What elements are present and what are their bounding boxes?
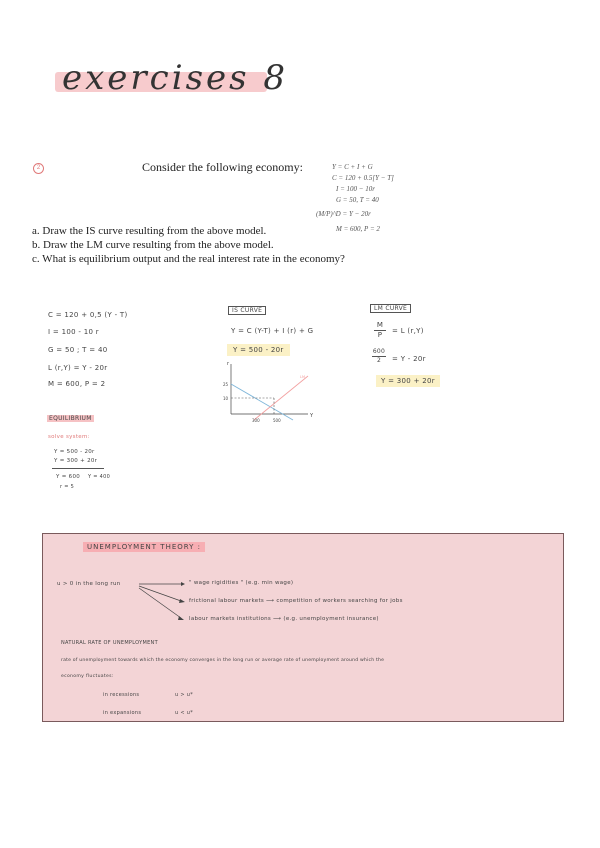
setup-line-4: L (r,Y) = Y - 20r [48,364,108,372]
equilibrium-result-1: Y = 600 [56,474,81,480]
equilibrium-divider [52,468,104,469]
model-eq-2: C = 120 + 0.5[Y − T] [332,174,394,182]
tick-x-500: 500 [273,418,281,423]
lm-curve-result: Y = 300 + 20r [376,375,440,387]
arrowhead-1 [181,582,185,586]
axis-y-label: r [227,361,230,367]
problem-number: 2 [33,163,44,174]
lm-tag: LM [300,375,305,379]
case-expansions-value: u < u* [175,710,194,716]
setup-line-5: M = 600, P = 2 [48,380,106,388]
equilibrium-result-3: r = 5 [60,484,75,490]
model-eq-5: (M/P)^D = Y − 20r [316,210,371,218]
model-eq-6: M = 600, P = 2 [336,225,380,233]
model-eq-1: Y = C + I + G [332,163,373,171]
theory-cause-2: frictional labour markets ⟶ competition of workers searching for jobs [189,598,403,604]
setup-line-2: I = 100 - 10 r [48,328,99,336]
question-a: a. Draw the IS curve resulting from the above model. [32,225,267,237]
tick-y-10: 10 [223,396,229,401]
equilibrium-heading: EQUILIBRIUM [49,415,92,422]
equilibrium-line-1: Y = 500 - 20r [54,449,95,455]
natural-rate-definition-2: economy fluctuates: [61,674,114,679]
is-curve-formula: Y = C (Y-T) + I (r) + G [231,327,314,335]
equilibrium-result-2: Y = 400 [88,474,111,480]
equilibrium-subheading: solve system: [48,434,90,440]
is-lm-graph [218,360,318,430]
lm-frac-2-den: 2 [372,356,386,364]
lm-frac-1 [374,321,386,339]
tick-x-300: 300 [252,418,260,423]
is-line [231,384,293,420]
lm-frac-2 [372,348,386,364]
is-curve-label: IS CURVE [228,306,266,315]
theory-heading: UNEMPLOYMENT THEORY : [83,542,205,552]
axis-x-label: Y [310,413,314,419]
lm-curve-label: LM CURVE [370,304,411,313]
arrowhead-2 [179,599,185,603]
arrowhead-3 [178,616,184,620]
case-recessions-label: in recessions [103,692,140,698]
lm-frac-2-num: 600 [372,348,386,355]
page-title: exercises 8 [62,58,289,98]
problem-prompt: Consider the following economy: [142,160,303,174]
lm-line-1-rhs: = L (r,Y) [392,327,424,335]
is-curve-result: Y = 500 - 20r [227,344,290,356]
theory-cause-3: labour markets institutions ⟶ (e.g. unemployment insurance) [189,616,379,622]
equilibrium-line-2: Y = 300 + 20r [54,458,98,464]
question-c: c. What is equilibrium output and the real interest rate in the economy? [32,253,345,265]
case-expansions-label: in expansions [103,710,142,716]
arrow-2 [139,586,181,601]
question-b: b. Draw the LM curve resulting from the above model. [32,239,274,251]
lm-frac-1-num: M [376,321,384,329]
model-eq-4: G = 50, T = 40 [336,196,379,204]
setup-line-3: G = 50 ; T = 40 [48,346,108,354]
case-recessions-value: u > u* [175,692,194,698]
lm-line-2-rhs: = Y - 20r [392,355,426,363]
unemployment-theory-panel [42,533,564,722]
arrow-3 [139,588,181,618]
theory-main: u > 0 in the long run [57,581,121,587]
natural-rate-heading: NATURAL RATE OF UNEMPLOYMENT [61,640,158,646]
lm-frac-1-den: P [374,330,386,339]
tick-y-25: 25 [223,382,229,387]
theory-cause-1: " wage rigidities " (e.g. min wage) [189,580,294,586]
model-eq-3: I = 100 − 10r [336,185,376,193]
setup-line-1: C = 120 + 0,5 (Y - T) [48,311,128,319]
natural-rate-definition-1: rate of unemployment towards which the economy converges in the long run or average rate of unemployment around which the [61,658,385,663]
